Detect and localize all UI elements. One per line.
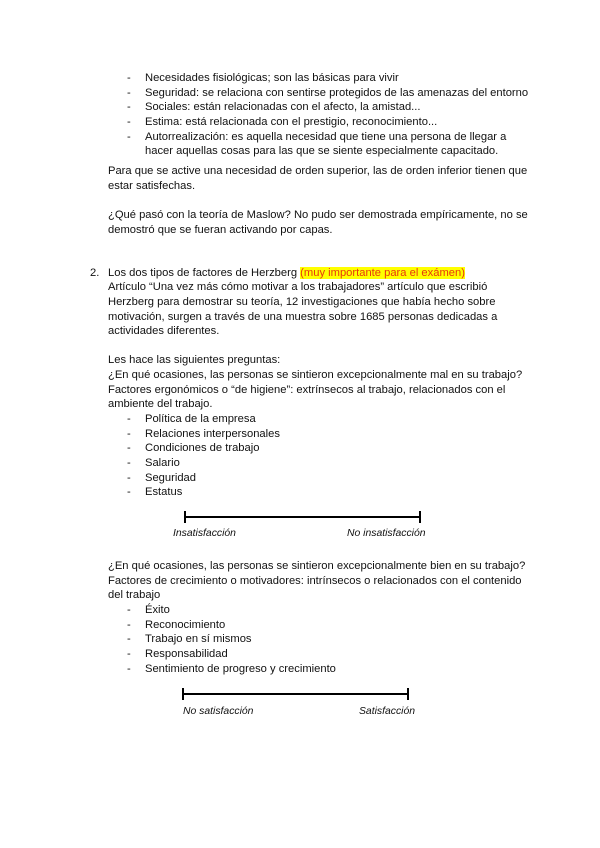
list-item: Trabajo en sí mismos: [145, 633, 252, 645]
bullet-dash: -: [127, 131, 131, 143]
bullet-dash: -: [127, 101, 131, 113]
paragraph-line: Factores de crecimiento o motivadores: intrínsecos o relacionados con el contenido: [108, 575, 522, 587]
list-item: Sentimiento de progreso y crecimiento: [145, 663, 336, 675]
bullet-dash: -: [127, 633, 131, 645]
list-item: Éxito: [145, 604, 170, 616]
list-item-continuation: hacer aquellas cosas para las que se siente especialmente capacitado.: [145, 145, 499, 157]
paragraph-line: ¿En qué ocasiones, las personas se sintieron excepcionalmente mal en su trabajo?: [108, 369, 523, 381]
list-item: Seguridad: se relaciona con sentirse protegidos de las amenazas del entorno: [145, 87, 529, 99]
scale-label-left: Insatisfacción: [173, 528, 236, 539]
list-item: Responsabilidad: [145, 648, 228, 660]
paragraph-line: ambiente del trabajo.: [108, 398, 213, 410]
satisfaction-scale-2: [183, 688, 408, 700]
list-item: Política de la empresa: [145, 413, 256, 425]
highlight-important: (muy importante para el exámen): [300, 267, 465, 279]
list-item: Sociales: están relacionadas con el afecto, la amistad...: [145, 101, 421, 113]
list-item: Estatus: [145, 486, 183, 498]
bullet-dash: -: [127, 619, 131, 631]
section-heading-text: Los dos tipos de factores de Herzberg: [108, 267, 301, 279]
bullet-dash: -: [127, 648, 131, 660]
bullet-dash: -: [127, 472, 131, 484]
scale-label-right: No insatisfacción: [347, 528, 426, 539]
paragraph-line: demostró que se fueran activando por capas.: [108, 224, 333, 236]
section-number: 2.: [90, 267, 100, 279]
bullet-dash: -: [127, 72, 131, 84]
paragraph-line: estar satisfechas.: [108, 180, 196, 192]
paragraph-line: ¿En qué ocasiones, las personas se sintieron excepcionalmente bien en su trabajo?: [108, 560, 526, 572]
bullet-dash: -: [127, 116, 131, 128]
list-item: Estima: está relacionada con el prestigio, reconocimiento...: [145, 116, 438, 128]
paragraph-line: actividades diferentes.: [108, 325, 220, 337]
bullet-dash: -: [127, 486, 131, 498]
bullet-dash: -: [127, 663, 131, 675]
list-item: Salario: [145, 457, 180, 469]
list-item: Condiciones de trabajo: [145, 442, 260, 454]
bullet-dash: -: [127, 442, 131, 454]
scale-label-left: No satisfacción: [183, 706, 254, 717]
satisfaction-scale-1: [185, 511, 420, 523]
questions-intro: Les hace las siguientes preguntas:: [108, 354, 281, 366]
list-item: Autorrealización: es aquella necesidad que tiene una persona de llegar a: [145, 131, 507, 143]
paragraph-line: del trabajo: [108, 589, 161, 601]
paragraph-line: Herzberg para demostrar su teoría, 12 investigaciones que había hecho sobre: [108, 296, 496, 308]
list-item: Seguridad: [145, 472, 197, 484]
bullet-dash: -: [127, 604, 131, 616]
bullet-dash: -: [127, 413, 131, 425]
list-item: Reconocimiento: [145, 619, 226, 631]
bullet-dash: -: [127, 428, 131, 440]
paragraph-line: motivación, surgen a través de una muestra sobre 1685 personas dedicadas a: [108, 311, 498, 323]
bullet-dash: -: [127, 87, 131, 99]
paragraph-line: Para que se active una necesidad de orden superior, las de orden inferior tienen que: [108, 165, 528, 177]
list-item: Relaciones interpersonales: [145, 428, 280, 440]
paragraph-line: Artículo “Una vez más cómo motivar a los trabajadores” artículo que escribió: [108, 281, 488, 293]
bullet-dash: -: [127, 457, 131, 469]
scale-label-right: Satisfacción: [359, 706, 416, 717]
paragraph-line: ¿Qué pasó con la teoría de Maslow? No pudo ser demostrada empíricamente, no se: [108, 209, 528, 221]
paragraph-line: Factores ergonómicos o “de higiene”: extrínsecos al trabajo, relacionados con el: [108, 384, 506, 396]
list-item: Necesidades fisiológicas; son las básicas para vivir: [145, 72, 399, 84]
